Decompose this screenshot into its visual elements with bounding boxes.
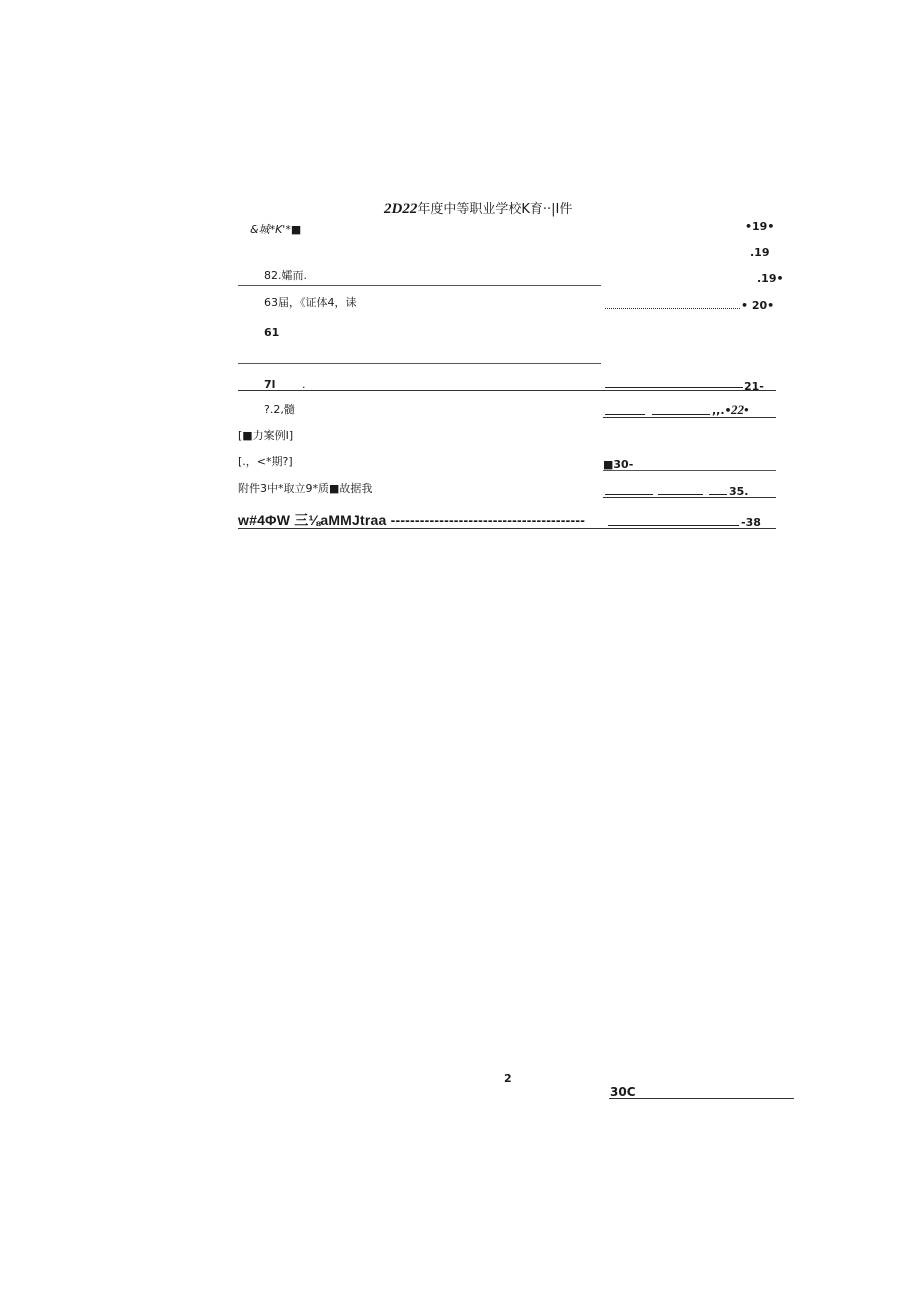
page-ref-6-prefix: ,,.• [712, 404, 732, 417]
toc-entry-9: 附件3中*取立9*质■故据我 [238, 482, 373, 495]
page-number: 2 [504, 1072, 512, 1085]
page-ref-6: 22• [731, 402, 749, 417]
page-ref-9: -38 [741, 516, 761, 529]
leader-row-6b [652, 414, 710, 415]
page-ref-8: 35. [729, 485, 749, 498]
rule-left-2 [238, 363, 601, 364]
toc-entry-4: 61 [264, 326, 280, 339]
toc-entry-2: 82.孀而. [264, 269, 307, 282]
leader-row-8c [709, 494, 727, 495]
page-ref-7: ■30- [603, 458, 634, 471]
document-title [384, 202, 572, 217]
title-text: 年度中等职业学校K育··|I件 [417, 202, 573, 217]
title-year: 2D22 [384, 201, 418, 217]
rule-row-8 [603, 497, 776, 498]
page-ref-2: .19 [750, 246, 770, 259]
page-ref-3: .19• [757, 272, 784, 285]
page-ref-5: 21- [744, 380, 764, 393]
leader-row-8a [605, 494, 653, 495]
toc-entry-5-dot: . [302, 378, 306, 391]
toc-entry-6: ?.2,髓 [264, 403, 295, 416]
leader-row-5 [605, 387, 743, 388]
leader-dots-1 [605, 308, 740, 309]
footer-code: 30C [610, 1085, 636, 1099]
rule-row-5 [238, 390, 776, 391]
leader-row-8b [658, 494, 703, 495]
rule-row-6 [603, 417, 776, 418]
footer-rule [609, 1098, 794, 1099]
rule-row-7 [603, 470, 776, 471]
toc-entry-8: [.，<*期?] [238, 455, 293, 468]
rule-left-1 [238, 285, 601, 286]
toc-entry-1: &城*K'*■ [250, 223, 302, 236]
toc-entry-10: w#4ΦW 三⅛aMMJtraa ---------------------------------------- [238, 512, 586, 528]
rule-row-10 [238, 528, 776, 529]
leader-row-10 [608, 525, 739, 526]
toc-entry-5: 7l [264, 378, 276, 391]
leader-row-6a [605, 414, 645, 415]
page-ref-4: • 20• [741, 299, 775, 312]
page-ref-1: •19• [745, 220, 775, 233]
toc-entry-3: 63届，《证体4，诔 [264, 296, 357, 309]
toc-entry-7: [■力案例I] [238, 429, 294, 442]
